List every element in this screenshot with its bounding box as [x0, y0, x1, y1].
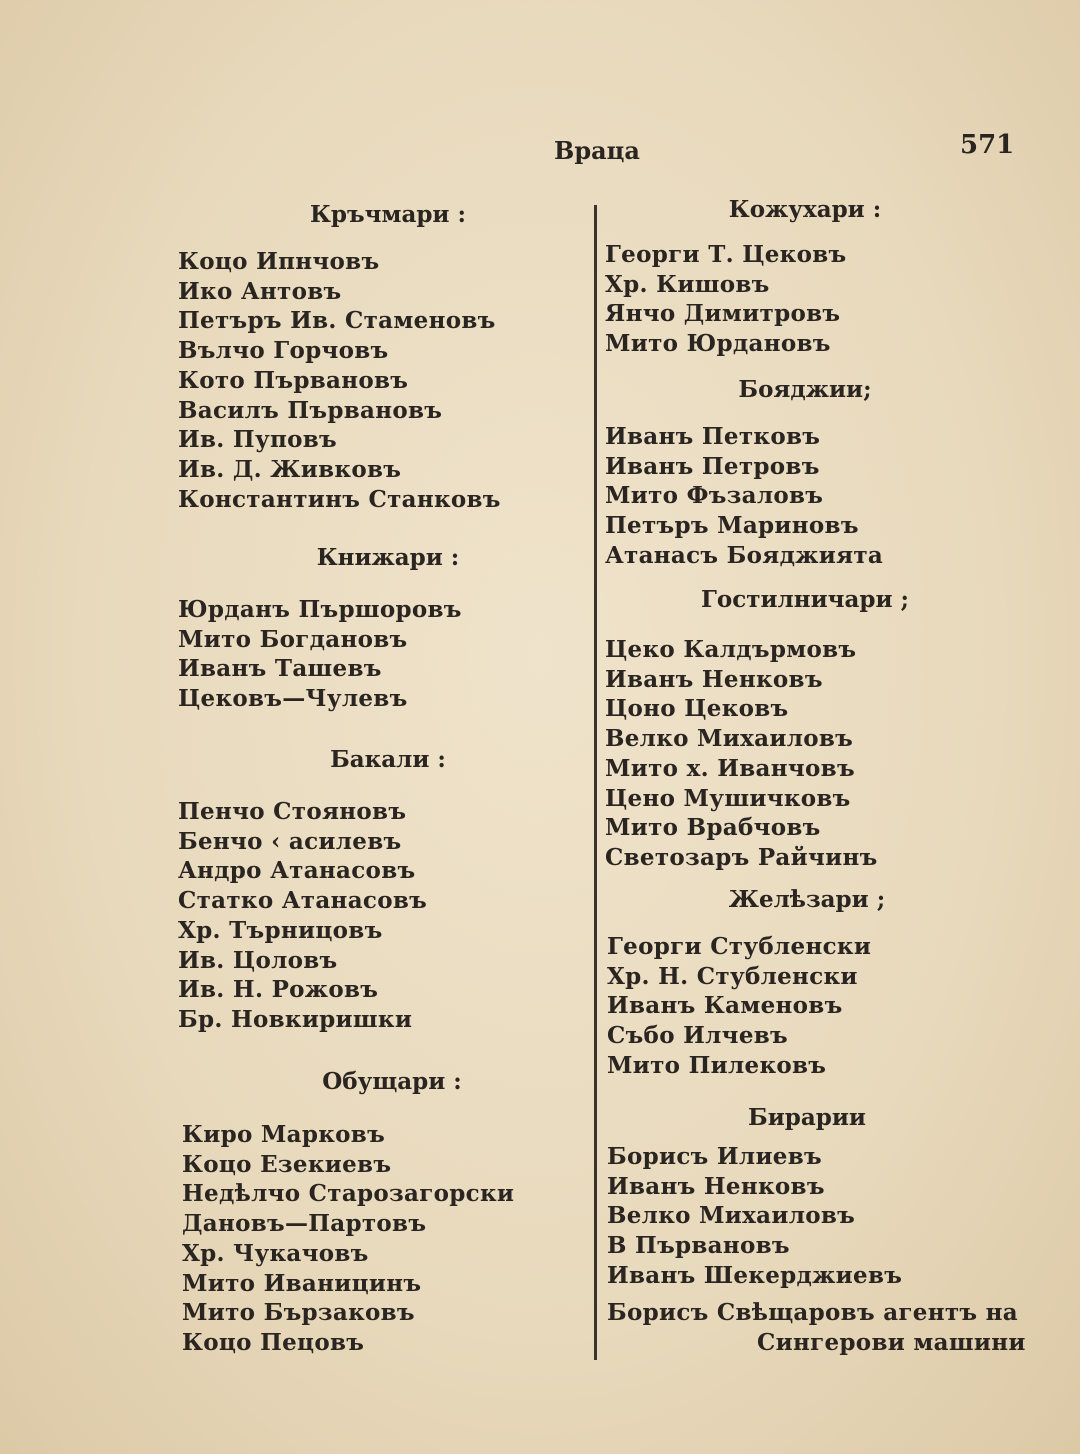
list-item: Мито Врабчовъ [605, 814, 821, 842]
list-item: Юрданъ Пършоровъ [178, 596, 462, 623]
list-item: Янчо Димитровъ [605, 300, 841, 328]
section-heading: Бирарии [748, 1104, 866, 1131]
page-number: 571 [960, 130, 1015, 160]
list-item: Мито Фъзаловъ [605, 482, 824, 510]
list-item: Събо Илчевъ [607, 1022, 788, 1050]
list-item: Вълчо Горчовъ [178, 337, 389, 365]
list-item: Георги Стубленски [607, 933, 872, 960]
section [605, 585, 1005, 873]
section-heading: Обущари : [322, 1068, 462, 1095]
footnote-line: Сингерови машини [757, 1328, 1026, 1356]
list-item: Андро Атанасовъ [178, 857, 416, 885]
section [178, 200, 598, 514]
list-item: Иванъ Ненковъ [607, 1172, 825, 1200]
list-item: Хр. Търницовъ [178, 916, 383, 944]
list-item: Кото Първановъ [178, 366, 409, 394]
list-item: Цековъ—Чулевъ [178, 685, 408, 713]
list-item: Борисъ Илиевъ [607, 1143, 822, 1170]
list-item: Иванъ Каменовъ [607, 992, 843, 1020]
list-item: Ив. Цоловъ [178, 946, 338, 974]
list-item: Цоно Цековъ [605, 695, 789, 723]
list-item: Иванъ Шекерджиевъ [607, 1261, 903, 1289]
list-item: Мито Юрдановъ [605, 330, 831, 358]
section [178, 543, 598, 714]
section-heading: Гостилничари ; [700, 586, 910, 613]
list-item: Бенчо ‹ асилевъ [178, 827, 402, 855]
section-heading: Кръчмари : [309, 201, 466, 228]
list-item: Киро Марковъ [182, 1121, 386, 1148]
list-item: Ив. Н. Рожовъ [178, 976, 379, 1004]
list-item: Недѣлчо Старозагорски [182, 1180, 515, 1208]
section [178, 745, 598, 1035]
page-title: Врацa [554, 136, 640, 165]
name-list [605, 240, 1005, 359]
list-item: Коцо Пецовъ [182, 1328, 365, 1356]
list-item: Мито х. Иванчовъ [605, 754, 855, 782]
list-item: Петъръ Ив. Стаменовъ [178, 307, 496, 335]
list-item: Светозаръ Райчинъ [605, 843, 878, 871]
section-heading: Бакали : [330, 746, 446, 773]
section [607, 1103, 1007, 1291]
section-heading: Кожухари : [728, 196, 882, 223]
list-item: Василъ Първановъ [178, 396, 443, 424]
list-item: Иванъ Ненковъ [605, 665, 823, 693]
list-item: Велко Михаиловъ [605, 725, 854, 753]
list-item: Константинъ Станковъ [178, 485, 501, 513]
list-item: Иванъ Петковъ [605, 423, 821, 450]
list-item: Мито Богдановъ [178, 625, 408, 653]
name-list [178, 595, 598, 714]
list-item: Бр. Новкиришки [178, 1005, 413, 1033]
list-item: Мито Бързаковъ [182, 1299, 415, 1327]
list-item: Мито Иваницинъ [182, 1269, 422, 1297]
footnote [607, 1298, 1026, 1357]
name-list [605, 635, 1005, 873]
section [605, 195, 1005, 359]
name-list [607, 932, 1007, 1081]
list-item: Цеко Калдърмовъ [605, 636, 857, 663]
section-heading: Бояджии; [738, 376, 872, 403]
list-item: Ив. Пуповъ [178, 426, 337, 454]
section [607, 885, 1007, 1081]
list-item: Иванъ Петровъ [605, 452, 820, 480]
list-item: Атанасъ Бояджията [605, 541, 884, 569]
list-item: Мито Пилековъ [607, 1051, 827, 1079]
list-item: Велко Михаиловъ [607, 1202, 856, 1230]
section [605, 375, 1005, 571]
section-heading: Книжари : [316, 544, 460, 571]
name-list [178, 247, 598, 514]
name-list [182, 1120, 602, 1358]
list-item: Статко Атанасовъ [178, 887, 428, 915]
list-item: Хр. Чукачовъ [182, 1239, 369, 1267]
list-item: Ико Антовъ [178, 277, 342, 305]
list-item: Петъръ Мариновъ [605, 512, 859, 540]
list-item: Дановъ—Партовъ [182, 1210, 427, 1238]
list-item: Коцо Ипнчовъ [178, 248, 380, 275]
list-item: Коцо Езекиевъ [182, 1150, 392, 1178]
list-item: Хр. Кишовъ [605, 270, 770, 298]
list-item: Иванъ Ташевъ [178, 655, 382, 683]
section [182, 1067, 602, 1358]
section-heading: Желѣзари ; [728, 886, 886, 913]
list-item: Хр. Н. Стубленски [607, 962, 858, 990]
footnote-line: Борисъ Свѣщаровъ агентъ на [607, 1299, 1018, 1326]
list-item: В Първановъ [607, 1232, 790, 1260]
name-list [178, 797, 598, 1035]
list-item: Георги Т. Цековъ [605, 241, 847, 268]
name-list [607, 1142, 1007, 1291]
list-item: Ив. Д. Живковъ [178, 455, 402, 483]
list-item: Цено Мушичковъ [605, 784, 851, 812]
list-item: Пенчо Стояновъ [178, 798, 407, 825]
name-list [605, 422, 1005, 571]
